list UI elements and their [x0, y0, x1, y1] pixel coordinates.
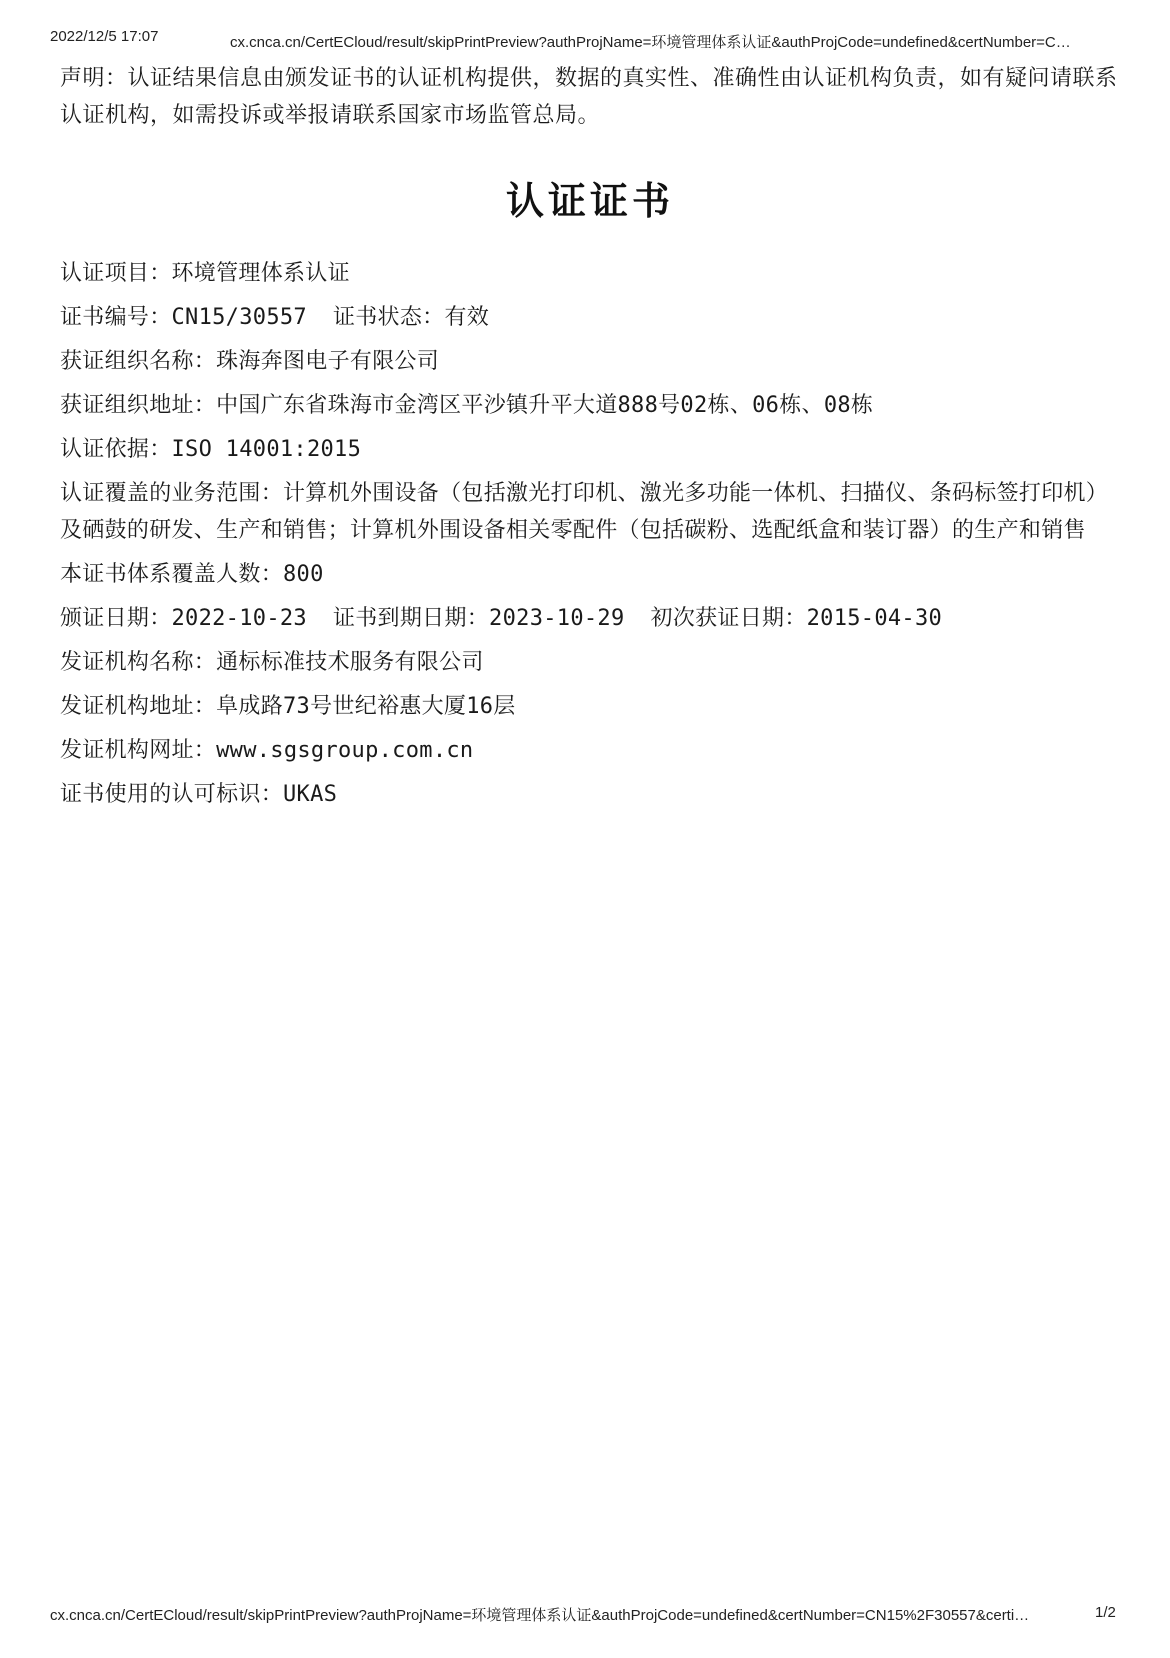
certificate-content: [60, 60, 1120, 820]
field-first-date: 初次获证日期：2015-04-30: [650, 606, 943, 631]
field-dates-row: [60, 600, 1120, 637]
declaration-text: 声明：认证结果信息由颁发证书的认证机构提供，数据的真实性、准确性由认证机构负责，如有疑问请联系认证机构，如需投诉或举报请联系国家市场监管总局。: [60, 66, 1118, 128]
field-accreditation: 证书使用的认可标识：UKAS: [60, 782, 338, 807]
field-basis: 认证依据：ISO 14001:2015: [60, 437, 362, 462]
field-cert-row: [60, 299, 1120, 336]
field-issuer-name: 发证机构名称：通标标准技术服务有限公司: [60, 650, 484, 675]
field-issuer-address: 发证机构地址：阜成路73号世纪裕惠大厦16层: [60, 694, 516, 719]
page-title: 认证证书: [505, 179, 674, 223]
field-issue-date: 颁证日期：2022-10-23: [60, 606, 307, 631]
field-cert-status: 证书状态：有效: [332, 305, 490, 330]
page-number: 1/2: [1095, 1604, 1116, 1621]
field-issuer-website: 发证机构网址：www.sgsgroup.com.cn: [60, 738, 474, 763]
field-org-address: 获证组织地址：中国广东省珠海市金湾区平沙镇升平大道888号02栋、06栋、08栋: [60, 393, 874, 418]
footer-url: cx.cnca.cn/CertECloud/result/skipPrintPreview?authProjName=环境管理体系认证&authProjCode=undefined&certNumber=CN15%2F30557&certi…: [50, 1607, 1030, 1624]
field-expiry-date: 证书到期日期：2023-10-29: [332, 606, 625, 631]
field-org-name: 获证组织名称：珠海奔图电子有限公司: [60, 349, 440, 374]
print-date: 2022/12/5 17:07: [50, 28, 159, 45]
field-project: 认证项目：环境管理体系认证: [60, 261, 350, 286]
print-url: cx.cnca.cn/CertECloud/result/skipPrintPreview?authProjName=环境管理体系认证&authProjCode=undefined&certNumber=C…: [230, 34, 1071, 51]
field-cert-number: 证书编号：CN15/30557: [60, 305, 307, 330]
print-footer: [0, 1604, 1170, 1628]
field-scope: 认证覆盖的业务范围：计算机外围设备（包括激光打印机、激光多功能一体机、扫描仪、条码标签打印机）及硒鼓的研发、生产和销售；计算机外围设备相关零配件（包括碳粉、选配纸盒和装订器）的生产和销售: [60, 481, 1109, 543]
print-header: [0, 28, 1170, 52]
field-headcount: 本证书体系覆盖人数：800: [60, 562, 324, 587]
